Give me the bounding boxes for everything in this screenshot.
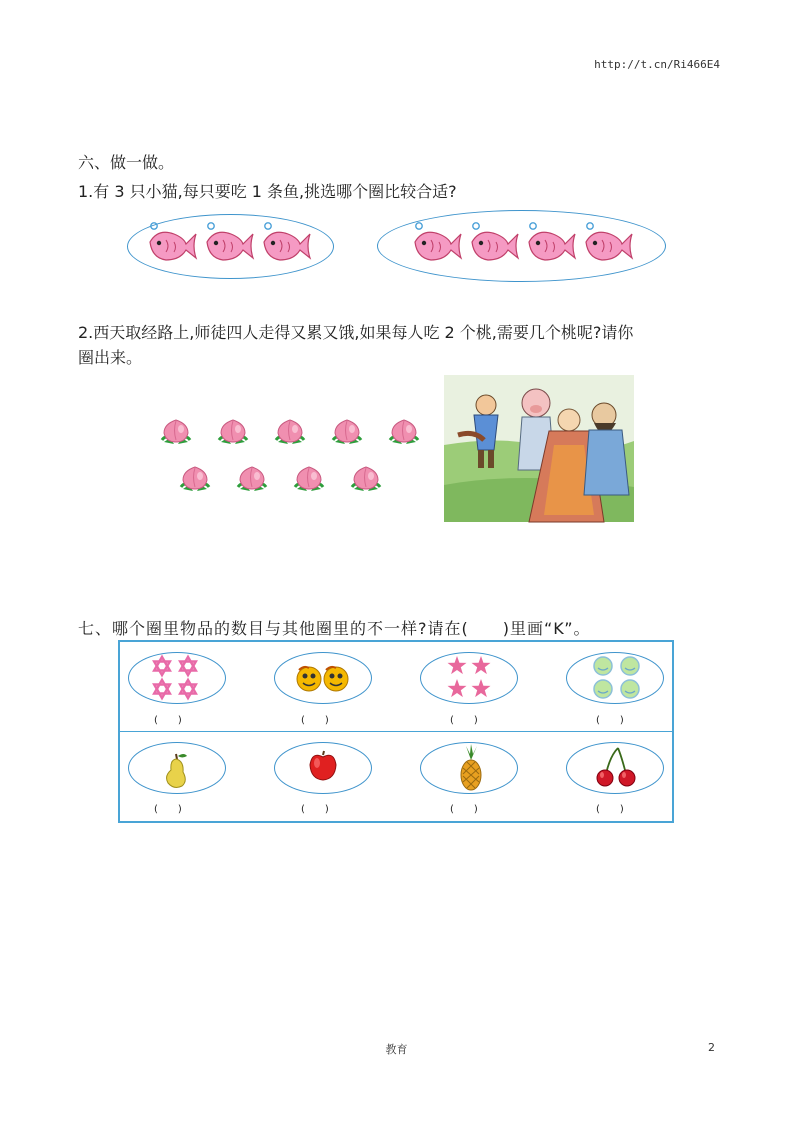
question-1: 1.有 3 只小猫,每只要吃 1 条鱼,挑选哪个圈比较合适? xyxy=(78,182,457,201)
peach-icon xyxy=(333,420,361,444)
peach-icon xyxy=(219,420,247,444)
footer-text: 教育 xyxy=(385,1043,408,1056)
cherries-icon xyxy=(592,746,640,790)
question-2-line2: 圈出来。 xyxy=(78,348,143,367)
answer-blank[interactable]: ( ) xyxy=(450,715,478,726)
section-7-title: 七、哪个圈里物品的数目与其他圈里的不一样?请在( )里画“K”。 xyxy=(78,619,591,638)
answer-blank[interactable]: ( ) xyxy=(450,804,478,815)
header-url: http://t.cn/Ri466E4 xyxy=(594,58,720,71)
smiley-face-icons xyxy=(296,664,350,694)
pear-icon xyxy=(160,750,192,790)
answer-blank[interactable]: ( ) xyxy=(596,804,624,815)
peach-icon xyxy=(390,420,418,444)
answer-blank[interactable]: ( ) xyxy=(301,804,329,815)
pink-star-icons xyxy=(445,655,495,700)
grid-divider xyxy=(120,731,672,732)
answer-blank[interactable]: ( ) xyxy=(154,804,182,815)
question-2-line1: 2.西天取经路上,师徒四人走得又累又饿,如果每人吃 2 个桃,需要几个桃呢?请你 xyxy=(78,323,634,342)
star-of-david-icons xyxy=(150,655,200,700)
small-smiley-icons xyxy=(592,656,642,700)
answer-blank[interactable]: ( ) xyxy=(154,715,182,726)
peach-icon xyxy=(162,420,190,444)
answer-blank[interactable]: ( ) xyxy=(596,715,624,726)
page-number: 2 xyxy=(708,1041,715,1054)
journey-to-the-west-picture xyxy=(444,375,634,522)
peach-icon xyxy=(238,467,266,491)
section-6-title: 六、做一做。 xyxy=(78,153,175,172)
pineapple-icon xyxy=(456,744,486,792)
peach-icon xyxy=(352,467,380,491)
peach-icon xyxy=(295,467,323,491)
peach-icon xyxy=(181,467,209,491)
answer-blank[interactable]: ( ) xyxy=(301,715,329,726)
apple-icon xyxy=(306,749,340,783)
peach-icon xyxy=(276,420,304,444)
